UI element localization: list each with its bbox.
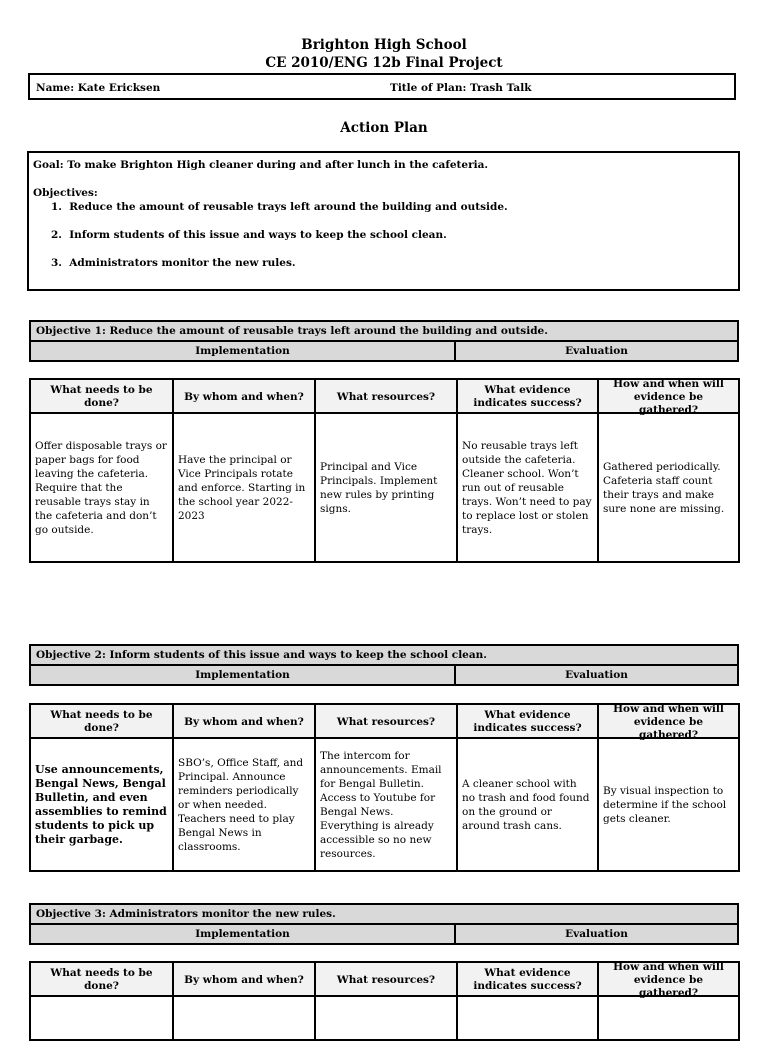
table-cell: The intercom for announcements. Email for Bengal Bulletin. Access to Youtube for Bengal News. Everything is already accessible so no new resources. — [320, 749, 442, 860]
column-header: What needs to be done? — [50, 384, 153, 409]
implementation-label: Implementation — [31, 925, 456, 943]
column-header: By whom and when? — [184, 390, 304, 403]
objective-1-header — [29, 320, 739, 362]
column-header: What needs to be done? — [50, 709, 153, 734]
section-title: Action Plan — [340, 120, 428, 136]
column-header: What needs to be done? — [50, 967, 153, 992]
column-header: What evidence indicates success? — [473, 709, 582, 734]
implementation-label: Implementation — [31, 666, 456, 684]
goal-text: Goal: To make Brighton High cleaner during and after lunch in the cafeteria. — [33, 159, 489, 171]
name-plan-box — [28, 73, 736, 100]
evaluation-label: Evaluation — [565, 928, 628, 940]
table-cell: Principal and Vice Principals. Implement new rules by printing signs. — [320, 460, 438, 515]
column-header: By whom and when? — [184, 715, 304, 728]
table-cell: By visual inspection to determine if the school gets cleaner. — [603, 784, 727, 825]
objective-2-table — [29, 703, 740, 872]
table-cell: Use announcements, Bengal News, Bengal Bulletin, and even assemblies to remind students to pick up their garbage. — [35, 762, 167, 846]
column-header: What resources? — [336, 973, 436, 986]
evaluation-label: Evaluation — [565, 669, 628, 681]
objective-3-header — [29, 903, 739, 945]
objective-1-table — [29, 378, 740, 563]
student-name: Name: Kate Ericksen — [36, 82, 161, 94]
plan-title: Title of Plan: Trash Talk — [390, 82, 532, 94]
objective-2-header — [29, 644, 739, 686]
column-header: What evidence indicates success? — [473, 384, 582, 409]
objective-3-table — [29, 961, 740, 1041]
objective-1-title: Objective 1: Reduce the amount of reusable trays left around the building and outside. — [31, 322, 737, 342]
table-cell: Offer disposable trays or paper bags for food leaving the cafeteria. Require that the reusable trays stay in the cafeteria and don’t go outside. — [35, 439, 167, 536]
objective-list-item: 1. Reduce the amount of reusable trays left around the building and outside. — [51, 201, 508, 213]
implementation-label: Implementation — [31, 342, 456, 360]
column-header: How and when will evidence be gathered? — [613, 960, 724, 999]
column-header: What resources? — [336, 715, 436, 728]
goal-box — [27, 151, 740, 291]
table-cell: Have the principal or Vice Principals rotate and enforce. Starting in the school year 2022-2023 — [178, 453, 306, 522]
school-name: Brighton High School — [301, 37, 467, 53]
column-header: How and when will evidence be gathered? — [613, 702, 724, 741]
objectives-label: Objectives: — [33, 187, 98, 199]
objective-3-title: Objective 3: Administrators monitor the new rules. — [31, 905, 737, 925]
column-header: By whom and when? — [184, 973, 304, 986]
objective-list-item: 2. Inform students of this issue and ways to keep the school clean. — [51, 229, 447, 241]
table-cell: A cleaner school with no trash and food found on the ground or around trash cans. — [462, 777, 590, 832]
column-header: How and when will evidence be gathered? — [613, 377, 724, 416]
column-header: What resources? — [336, 390, 436, 403]
course-title: CE 2010/ENG 12b Final Project — [265, 55, 503, 71]
objective-list-item: 3. Administrators monitor the new rules. — [51, 257, 296, 269]
table-cell: SBO’s, Office Staff, and Principal. Announce reminders periodically or when needed. Teachers need to play Bengal News in classrooms. — [178, 756, 304, 853]
table-cell: No reusable trays left outside the cafeteria. Cleaner school. Won’t run out of reusable trays. Won’t need to pay to replace lost or stolen trays. — [462, 439, 592, 536]
evaluation-label: Evaluation — [565, 345, 628, 357]
table-cell: Gathered periodically. Cafeteria staff count their trays and make sure none are missing. — [603, 460, 725, 515]
objective-2-title: Objective 2: Inform students of this issue and ways to keep the school clean. — [31, 646, 737, 666]
column-header: What evidence indicates success? — [473, 967, 582, 992]
